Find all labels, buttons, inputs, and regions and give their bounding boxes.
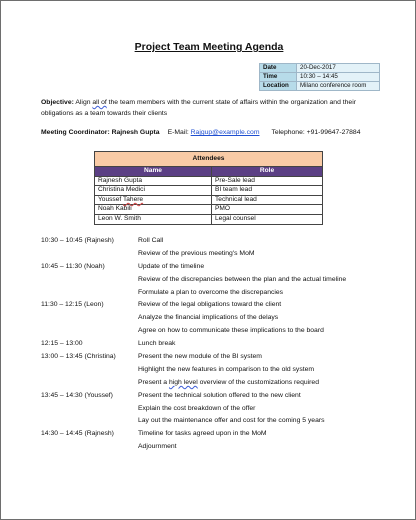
list-item: [1, 364, 416, 377]
agenda-activity: [138, 377, 319, 390]
attendee-role: Legal counsel: [212, 214, 323, 224]
date-row: [260, 64, 380, 73]
attendee-surname-flagged: Tahere: [122, 195, 144, 203]
list-item: [1, 261, 416, 274]
agenda-time: 10:30 – 10:45 (Rajnesh): [41, 237, 114, 244]
agenda-activity: Present the new module of the BI system: [138, 353, 262, 361]
attendees-heading: Attendees: [95, 152, 323, 167]
list-item: [1, 351, 416, 364]
coordinator-label: Meeting Coordinator: Rajnesh Gupta: [41, 129, 160, 136]
agenda-activity: Adjournment: [138, 443, 177, 451]
agenda-activity: Agree on how to communicate these implications to the board: [138, 327, 324, 335]
agenda-activity-end: overview of the customizations required: [197, 378, 319, 386]
table-row: [95, 186, 323, 196]
attendee-role: BI team lead: [212, 186, 323, 196]
attendee-name: Leon W. Smith: [95, 214, 212, 224]
agenda-activity-start: Present a: [138, 378, 169, 386]
objective-flagged-words: all of: [92, 99, 107, 106]
agenda-activity-rest: of the discrepancies between the plan and the actual timeline: [160, 275, 347, 283]
agenda-time: 13:00 – 13:45 (Christina): [41, 353, 116, 361]
list-item: [1, 338, 416, 351]
attendees-heading-row: [95, 152, 323, 167]
time-label: Time: [260, 73, 297, 82]
objective-text-end: the team members with the current state of affairs within the organization and their obligations as a team towards their clients: [41, 99, 356, 117]
agenda-activity: Lay out the maintenance offer and cost for the coming 5 years: [138, 417, 325, 425]
agenda-activity: Analyze the financial implications of the delays: [138, 314, 279, 322]
time-row: [260, 73, 380, 82]
time-value: 10:30 – 14:45: [297, 73, 380, 82]
list-item: [1, 274, 416, 287]
meeting-details-table: [259, 63, 380, 91]
list-item: [1, 428, 416, 441]
table-row: [95, 195, 323, 205]
agenda-activity: Review of the previous meeting's MoM: [138, 249, 255, 257]
attendee-role: PMO: [212, 205, 323, 215]
location-value: Milano conference room: [297, 82, 380, 91]
table-row: [95, 205, 323, 215]
agenda-activity: Present the technical solution offered to the new client: [138, 391, 301, 399]
list-item: [1, 235, 416, 248]
location-label: Location: [260, 82, 297, 91]
agenda-time: 14:30 – 14:45 (Rajnesh): [41, 430, 114, 438]
attendees-table: [94, 151, 323, 225]
list-item: [1, 299, 416, 312]
document-title: Project Team Meeting Agenda: [134, 41, 284, 53]
list-item: [1, 415, 416, 428]
role-column-header: Role: [212, 167, 323, 177]
attendee-role: Pre-Sale lead: [212, 176, 323, 186]
coordinator-line: [41, 128, 386, 139]
attendees-column-headers: [95, 167, 323, 177]
list-item: [1, 377, 416, 390]
list-item: [1, 390, 416, 403]
email-label: E-Mail:: [167, 129, 189, 136]
agenda-activity: Update of the timeline: [138, 262, 205, 270]
objective-label: Objective:: [41, 99, 74, 106]
list-item: [1, 248, 416, 261]
agenda-time: 11:30 – 12:15 (Leon): [41, 301, 104, 309]
list-item: [1, 312, 416, 325]
objective-paragraph: [41, 98, 386, 119]
agenda-activity: Highlight the new features in comparison to the old system: [138, 365, 315, 373]
objective-text-start: Align: [73, 99, 93, 106]
agenda-activity: Timeline for tasks agreed upon in the MoM: [138, 430, 267, 438]
telephone-text: Telephone: +91-99647-27884: [271, 129, 361, 136]
date-label: Date: [260, 64, 297, 73]
attendee-name: Noah Kabili: [95, 205, 212, 215]
agenda-activity: Roll Call: [138, 237, 164, 244]
date-value: 20-Dec-2017: [297, 64, 380, 73]
attendee-role: Technical lead: [212, 195, 323, 205]
attendee-name: [95, 195, 212, 205]
table-row: [95, 176, 323, 186]
attendee-first-name: Youssef: [98, 195, 123, 203]
agenda-time: 12:15 – 13:00: [41, 340, 83, 348]
agenda-activity-first-word: Review: [138, 275, 161, 283]
agenda-activity: [138, 274, 346, 287]
location-row: [260, 82, 380, 91]
agenda-activity: Review of the legal obligations toward the client: [138, 301, 282, 309]
list-item: [1, 287, 416, 300]
agenda-activity: Lunch break: [138, 340, 176, 348]
attendee-name: Rajnesh Gupta: [95, 176, 212, 186]
agenda-schedule: [1, 235, 416, 454]
name-column-header: Name: [95, 167, 212, 177]
agenda-activity: Formulate a plan to overcome the discrepancies: [138, 288, 284, 296]
list-item: [1, 441, 416, 454]
email-link[interactable]: Rajgup@example.com: [190, 129, 260, 136]
list-item: [1, 403, 416, 416]
agenda-activity-flagged-words: high level: [168, 378, 198, 386]
attendee-name: Christina Medici: [95, 186, 212, 196]
agenda-time: 13:45 – 14:30 (Youssef): [41, 391, 113, 399]
agenda-activity: Explain the cost breakdown of the offer: [138, 404, 256, 412]
table-row: [95, 214, 323, 224]
agenda-time: 10:45 – 11:30 (Noah): [41, 262, 105, 270]
list-item: [1, 325, 416, 338]
